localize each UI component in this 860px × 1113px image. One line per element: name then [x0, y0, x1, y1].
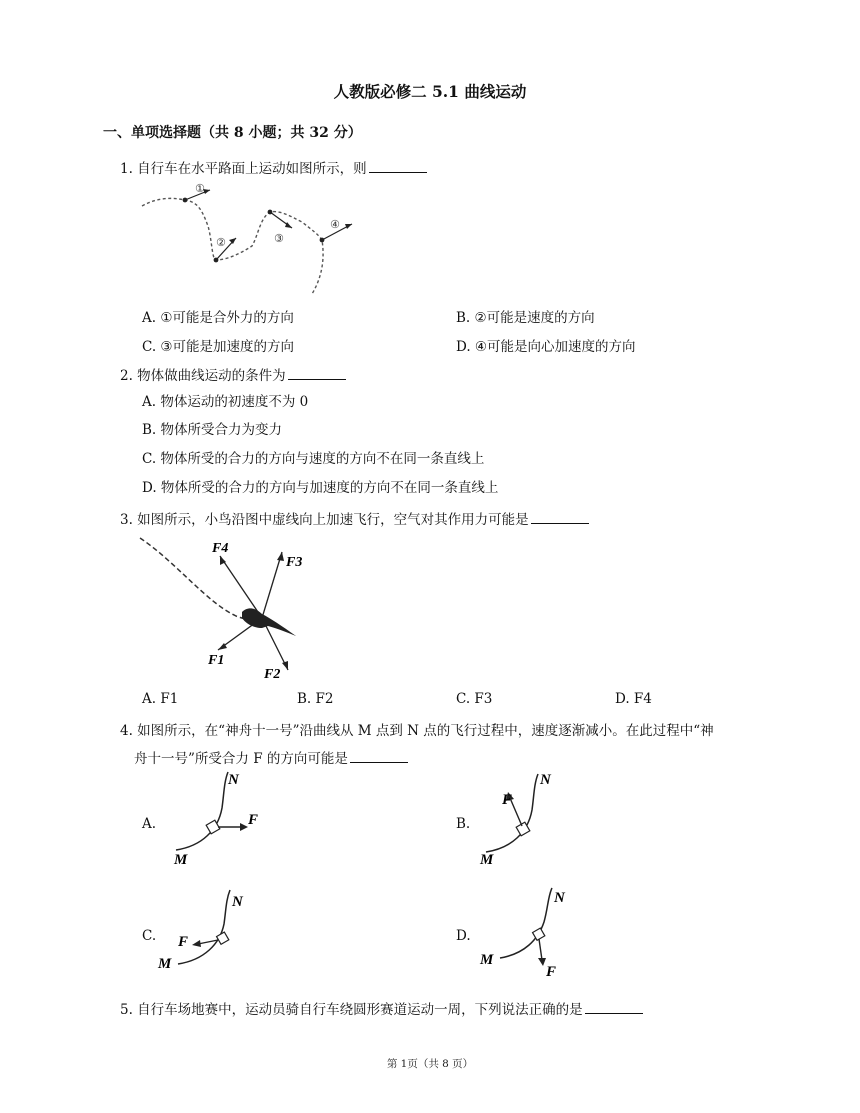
q4-option-c[interactable]: C.	[142, 928, 157, 944]
trajectory	[178, 890, 230, 964]
q1-option-a[interactable]: A. ①可能是合外力的方向	[142, 310, 294, 326]
q3-option-d[interactable]: D. F4	[615, 691, 652, 707]
spacecraft-icon	[217, 932, 229, 944]
arrowhead-3	[285, 222, 292, 228]
question-3-text: 3. 如图所示，小鸟沿图中虚线向上加速飞行，空气对其作用力可能是	[120, 512, 529, 528]
q4-figure-c	[156, 888, 266, 978]
label-f: F	[248, 812, 259, 828]
q3-option-a[interactable]: A. F1	[142, 691, 179, 707]
question-5-stem	[120, 998, 643, 1018]
label-2: ②	[216, 236, 226, 249]
answer-blank	[350, 750, 408, 763]
q1-option-c[interactable]: C. ③可能是加速度的方向	[142, 339, 295, 355]
label-m: M	[480, 852, 494, 868]
answer-blank	[585, 1001, 643, 1014]
label-n: N	[232, 894, 243, 910]
label-f: F	[546, 964, 557, 978]
trajectory	[176, 772, 228, 850]
spacecraft-icon	[533, 928, 545, 940]
arrowhead-4	[345, 224, 352, 229]
question-1-figure	[140, 176, 360, 300]
bicycle-path	[142, 198, 323, 294]
vector-f3-head	[277, 552, 284, 561]
q1-option-b[interactable]: B. ②可能是速度的方向	[456, 310, 595, 326]
question-3-stem	[120, 508, 589, 528]
trajectory	[500, 888, 552, 958]
label-m: M	[158, 956, 172, 972]
label-f: F	[502, 792, 513, 808]
question-5-text: 5. 自行车场地赛中，运动员骑自行车绕圆形赛道运动一周，下列说法正确的是	[120, 1002, 583, 1018]
force-arrowhead	[240, 823, 248, 831]
q4-figure-d	[476, 886, 586, 978]
q2-option-b[interactable]: B. 物体所受合力为变力	[142, 422, 283, 438]
label-n: N	[540, 772, 551, 788]
label-3: ③	[274, 232, 284, 245]
arrowhead-2	[229, 238, 236, 244]
q4-figure-b	[476, 768, 586, 868]
q2-option-d[interactable]: D. 物体所受的合力的方向与加速度的方向不在同一条直线上	[142, 480, 499, 496]
answer-blank	[531, 511, 589, 524]
q1-option-d[interactable]: D. ④可能是向心加速度的方向	[456, 339, 636, 355]
question-4-stem-line1: 4. 如图所示，在“神舟十一号”沿曲线从 M 点到 N 点的飞行过程中，速度逐渐减小。在此过程中“神	[120, 723, 714, 739]
force-arrowhead	[192, 940, 201, 947]
vector-f2-head	[282, 661, 288, 670]
q2-option-c[interactable]: C. 物体所受的合力的方向与速度的方向不在同一条直线上	[142, 451, 485, 467]
q4-option-d[interactable]: D.	[456, 928, 471, 944]
question-1-text: 1. 自行车在水平路面上运动如图所示，则	[120, 161, 367, 177]
question-4-stem-line2	[134, 747, 408, 767]
label-f: F	[178, 934, 189, 950]
question-2-text: 2. 物体做曲线运动的条件为	[120, 368, 286, 384]
q3-option-b[interactable]: B. F2	[297, 691, 334, 707]
label-f2: F2	[264, 667, 281, 682]
label-4: ④	[330, 218, 340, 231]
q2-option-a[interactable]: A. 物体运动的初速度不为 0	[142, 394, 309, 410]
question-3-figure	[136, 532, 316, 682]
q4-figure-a	[168, 768, 278, 868]
label-f3: F3	[286, 555, 303, 570]
label-n: N	[554, 890, 565, 906]
answer-blank	[369, 160, 427, 173]
question-1-stem	[120, 157, 427, 177]
label-1: ①	[195, 182, 205, 195]
label-n: N	[228, 772, 239, 788]
question-4-text: 舟十一号”所受合力 F 的方向可能是	[134, 751, 348, 767]
q4-option-b[interactable]: B.	[456, 816, 471, 832]
page-title: 人教版必修二 5.1 曲线运动	[333, 82, 527, 101]
page-footer: 第 1页（共 8 页）	[386, 1058, 474, 1070]
label-m: M	[174, 852, 188, 868]
force-arrow	[539, 939, 542, 960]
trajectory	[486, 774, 538, 852]
answer-blank	[288, 367, 346, 380]
question-2-stem	[120, 364, 346, 384]
vector-f3	[262, 552, 282, 618]
q3-option-c[interactable]: C. F3	[456, 691, 493, 707]
section-heading: 一、单项选择题（共 8 小题；共 32 分）	[103, 125, 362, 141]
label-f1: F1	[208, 653, 225, 668]
label-m: M	[480, 952, 494, 968]
label-f4: F4	[212, 541, 229, 556]
force-arrowhead	[538, 958, 546, 966]
vector-f4	[220, 556, 262, 618]
q4-option-a[interactable]: A.	[142, 816, 157, 832]
bird-path	[140, 538, 260, 620]
